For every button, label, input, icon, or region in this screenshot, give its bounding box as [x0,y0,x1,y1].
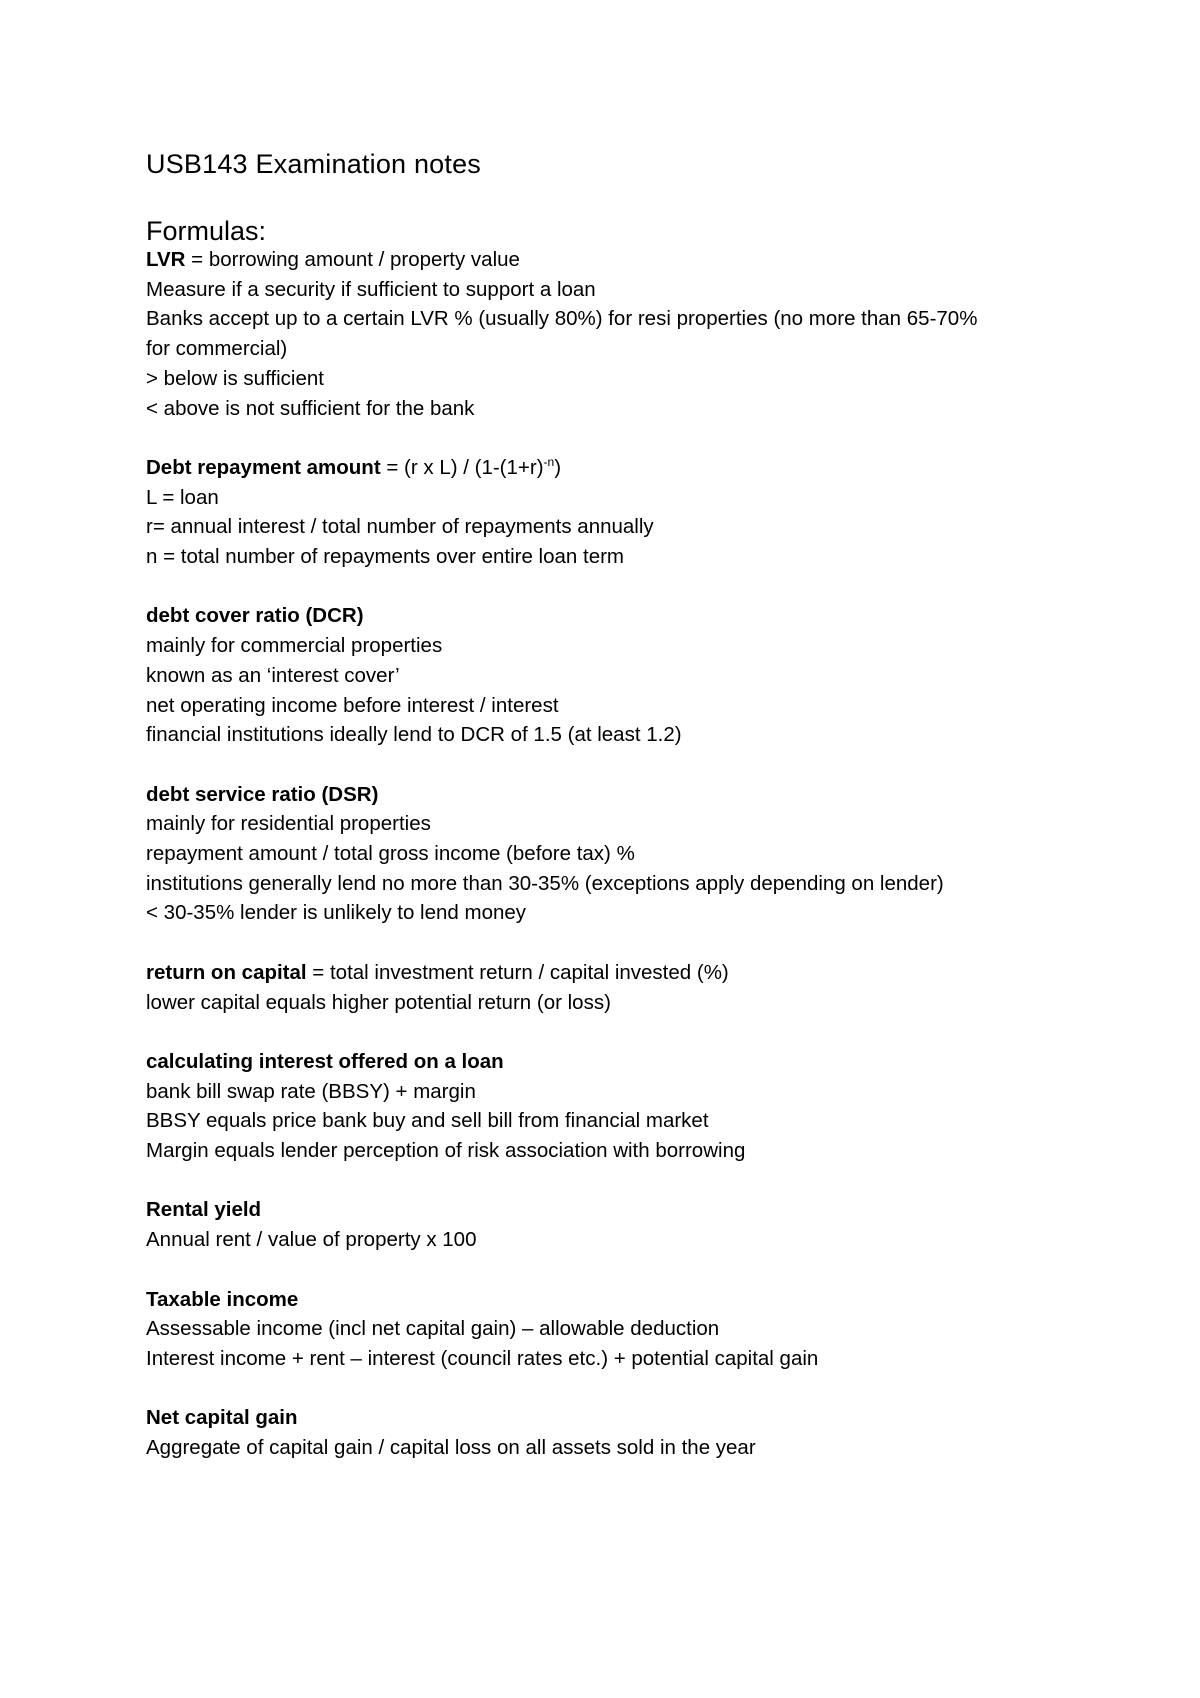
dsr-line: repayment amount / total gross income (before tax) % [146,842,635,866]
section-gap [146,1166,1146,1196]
dcr-line: mainly for commercial properties [146,634,443,658]
dcr-heading: debt cover ratio (DCR) [146,604,364,628]
taxable-income-heading: Taxable income [146,1287,299,1311]
debt-repayment-formula [146,453,1146,483]
lvr-formula [146,245,1146,275]
section-gap [146,928,1146,958]
debt-repayment-exponent: -n [543,455,555,470]
dsr-line: mainly for residential properties [146,812,431,836]
debt-repayment-line: r= annual interest / total number of repayments annually [146,515,654,539]
return-on-capital-line: lower capital equals higher potential return (or loss) [146,990,611,1014]
return-on-capital-formula [146,958,1146,988]
rental-yield-line: Annual rent / value of property x 100 [146,1228,477,1252]
debt-repayment-section [146,453,1146,572]
taxable-income-section [146,1285,1146,1374]
debt-repayment-definition-end: ) [554,455,562,479]
dcr-line: net operating income before interest / interest [146,693,559,717]
formulas-heading: Formulas: [146,216,267,246]
net-capital-gain-line: Aggregate of capital gain / capital loss on all assets sold in the year [146,1436,756,1459]
section-gap [146,1017,1146,1047]
section-gap [146,750,1146,780]
lvr-line: for commercial) [146,337,288,361]
return-on-capital-term: return on capital [146,960,307,984]
net-capital-gain-section [146,1403,1146,1462]
lvr-line: Measure if a security if sufficient to support a loan [146,277,596,301]
debt-repayment-term: Debt repayment amount [146,455,381,479]
debt-repayment-line: L = loan [146,485,219,509]
dsr-section [146,780,1146,929]
taxable-income-line: Assessable income (incl net capital gain) – allowable deduction [146,1317,720,1341]
section-gap [146,1374,1146,1404]
document-body [146,146,1146,1463]
interest-loan-line: BBSY equals price bank buy and sell bill from financial market [146,1109,709,1133]
lvr-line: < above is not sufficient for the bank [146,396,475,420]
lvr-line: Banks accept up to a certain LVR % (usually 80%) for resi properties (no more than 65-70% [146,307,978,331]
lvr-term: LVR [146,248,186,271]
net-capital-gain-heading: Net capital gain [146,1406,298,1430]
return-on-capital-definition: = total investment return / capital invested (%) [306,960,729,984]
debt-repayment-definition-start: = (r x L) / (1-(1+r) [380,455,544,479]
interest-loan-section [146,1047,1146,1166]
dsr-heading: debt service ratio (DSR) [146,782,379,806]
interest-loan-line: Margin equals lender perception of risk association with borrowing [146,1139,746,1163]
section-gap [146,572,1146,602]
lvr-section [146,245,1146,423]
document-title: USB143 Examination notes [146,149,481,179]
section-gap [146,423,1146,453]
interest-loan-line: bank bill swap rate (BBSY) + margin [146,1079,476,1103]
dcr-section [146,601,1146,750]
interest-loan-heading: calculating interest offered on a loan [146,1049,504,1073]
rental-yield-section [146,1195,1146,1254]
rental-yield-heading: Rental yield [146,1198,262,1222]
section-gap [146,1255,1146,1285]
return-on-capital-section [146,958,1146,1017]
lvr-line: > below is sufficient [146,366,324,390]
debt-repayment-line: n = total number of repayments over entire loan term [146,545,625,569]
taxable-income-line: Interest income + rent – interest (council rates etc.) + potential capital gain [146,1346,819,1370]
dsr-line: institutions generally lend no more than 30-35% (exceptions apply depending on lender) [146,871,944,895]
dcr-line: known as an ‘interest cover’ [146,663,400,687]
dcr-line: financial institutions ideally lend to DCR of 1.5 (at least 1.2) [146,723,682,747]
lvr-definition: = borrowing amount / property value [185,248,520,271]
dsr-line: < 30-35% lender is unlikely to lend money [146,901,527,925]
